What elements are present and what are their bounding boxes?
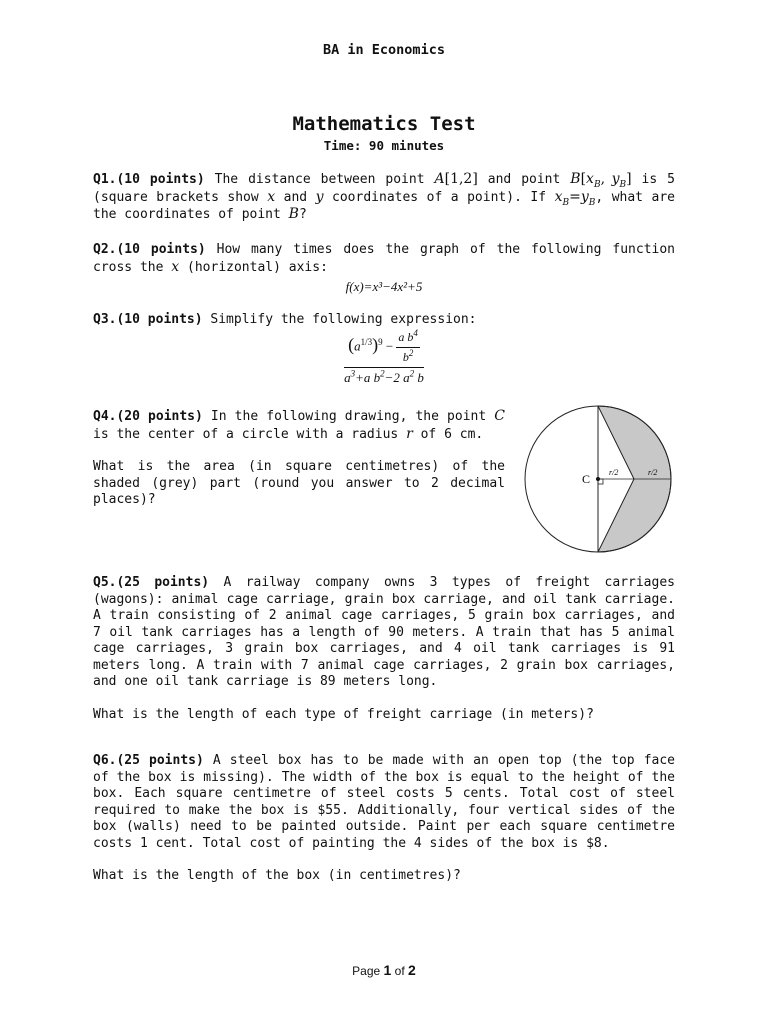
time-limit: Time: 90 minutes (323, 138, 445, 153)
equation-q2: f(x)=x³−4x²+5 (345, 279, 423, 294)
math-condition: $x_B=y_B$ (554, 188, 596, 208)
question-1: Q1.(10 points) The distance between point A[1,2] and point $B[x_B$, $y_B$] is 5 (square brackets show x and y coordinates of a point). If $x_B=y_B$, what are the coordinates of point B? (93, 171, 675, 222)
question-label: Q5.(25 points) (93, 575, 210, 590)
center-point (596, 477, 600, 481)
question-2: Q2.(10 points) How many times does the graph of the following function cross the x (horizontal) axis: (93, 242, 676, 275)
document-header: BA in Economics (323, 42, 445, 58)
half-radius-label-1: r/2 (609, 468, 619, 477)
question-6: Q6.(25 points) A steel box has to be made with an open top (the top face of the box is missing). The width of the box is equal to the height of the box. Each square centimetre of steel costs 5 cents. Total cost of steel required to make the box is $55. Additionally, four vertical sides of the box (walls) need to be painted outside. Paint per each square centimetre costs 1 cent. Total cost of painting the 4 sides of the box is $8. What is the length of the box (in centimetres)? (93, 753, 675, 883)
question-5: Q5.(25 points) A railway company owns 3 types of freight carriages (wagons): animal cage carriage, grain box carriage, and oil tank carriage. A train consisting of 2 animal cage carriages, 5 grain box carriages, and 7 oil tank carriages has a length of 90 meters. A train that has 5 animal cage carriages, 3 grain box carriages, and 4 oil tank carriages is 91 meters long. A train with 7 animal cage carriages, 2 grain box carriages, and one oil tank carriage is 89 meters long. What is the length of each type of freight carriage (in meters)? (93, 575, 675, 722)
page-footer: Page 1 of 2 (352, 962, 416, 978)
math-point-a: A[1,2] (434, 171, 478, 187)
math-point-b: $B[x_B$, $y_B$] (570, 171, 632, 190)
expression-q3 (93, 330, 675, 386)
question-label: Q6.(25 points) (93, 753, 204, 768)
main-fraction: $(a^{1/3})^9$ − $\frac{a b^4}{b^2}$ $a^3+a$ $b^2-2$ $a^2$ b (344, 328, 424, 385)
question-label: Q2.(10 points) (93, 242, 206, 257)
half-radius-label-2: r/2 (648, 468, 658, 477)
circle-diagram (518, 404, 678, 554)
question-label: Q1.(10 points) (93, 172, 205, 187)
center-label: C (582, 472, 591, 486)
question-label: Q4.(20 points) (93, 409, 203, 424)
page-title: Mathematics Test (292, 113, 476, 135)
question-label: Q3.(10 points) (93, 312, 203, 327)
question-4: Q4.(20 points) In the following drawing, the point C is the center of a circle with a radius r of 6 cm. What is the area (in square centimetres) of the shaded (grey) part (round you answer to 2 decimal places)? (93, 408, 505, 507)
question-3: Q3.(10 points) Simplify the following expression: (93, 312, 477, 327)
